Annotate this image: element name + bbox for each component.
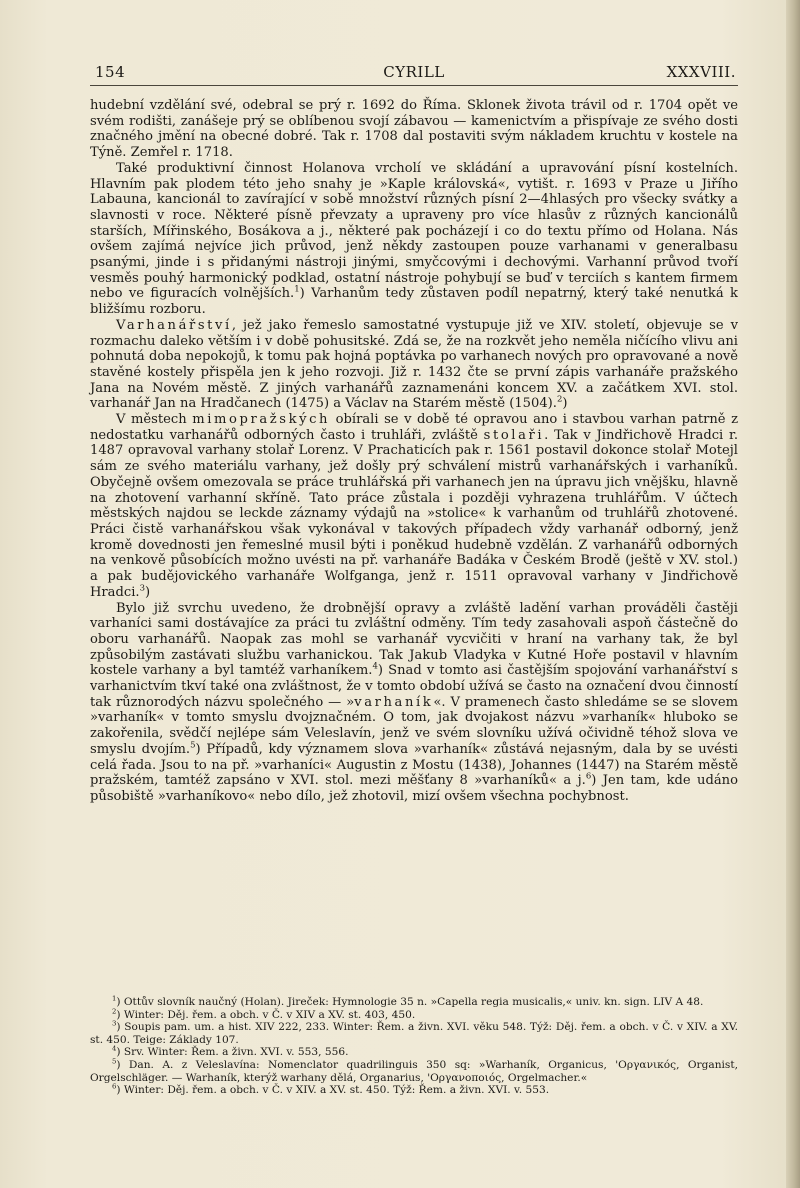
paragraph	[90, 601, 738, 805]
text-run: ) Jen tam, kde udáno působiště »varhaníkovo« nebo dílo, jež zhotovil, mizí ovšem všechna pochybnost.	[90, 773, 738, 804]
text-run: «. V pramenech často shledáme se se slovem »varhaník« v tomto smyslu dvojznačném. O tom, jak dvojakost názvu »varhaník« hluboko se zakořenila, svědčí nejlépe sám Veleslavín, jenž ve svém slovníku užívá očividně téhož slova ve smyslu dvojím.	[90, 694, 738, 757]
spaced-emphasis: mimopražských	[192, 412, 331, 428]
footnote-ref: 3	[139, 583, 145, 594]
text-run: ) Případů, kdy významem slova »varhaník« zůstává nejasným, dala by se uvésti celá řada. Jsou to na př. »varhaníci« Augustin z Mostu (1438), Johannes (1447) na Starém městě pražském, tamtéž zapsáno v XVI. stol. mezi měšťany 8 »varhaníků« a j.	[90, 741, 738, 789]
footnotes	[90, 996, 738, 1097]
paragraph	[90, 161, 738, 318]
text-run: )	[562, 396, 568, 412]
footnote-number: 1	[112, 994, 117, 1003]
page-edge	[786, 0, 800, 1188]
footnote	[90, 1084, 738, 1097]
paragraph	[90, 98, 738, 161]
spaced-emphasis: varhaník	[354, 694, 434, 710]
footnote-ref: 1	[294, 285, 300, 296]
text-run: Také produktivní činnost Holanova vrcholí ve skládání a upravování písní kostelních. Hlavním pak plodem této jeho snahy je »Kaple královská«, vytišt. r. 1693 v Praze u Jiřího Labauna, kancionál to zavírající v sobě množství různých písní 2—4hlasých pro všecky svátky a slavnosti v roce. Některé písně převzaty a upraveny pro více hlasův z různých kancionálů starších, Mířinského, Bosákova a j., některé pak pocházejí i co do textu přímo od Holana. Nás ovšem zajímá nejvíce jich průvod, jenž někdy zastoupen pouze varhanami v generalbasu psanými, jinde i s přidanými nástroji jinými, smyčcovými i dechovými. Varhanní průvod tvoří vesměs pouhý harmonický podklad, ostatní nástroje pohybují se buď v terciích s kantem firmem nebo ve figuracích volnějších.	[90, 160, 738, 302]
text-run: ) Varhanům tedy zůstaven podíl nepatrný, který také nenutká k bližšímu rozboru.	[90, 286, 738, 318]
text-run: . Tak v Jindřichově Hradci r. 1487 opravoval varhany stolař Lorenz. V Prachaticích pak r. 1561 postavil dokonce stolař Motejl sám ze svého materiálu varhany, jež došly prý schválení mistrů varhanářských i varhaníků. Obyčejně ovšem omezovala se práce truhlářská při varhanech jen na úpravu jich vnějšku, hlavně na zhotovení varhanní skříně. Tato práce zůstala i později vyhrazena truhlářům. V účtech městských najdou se leckde záznamy výdajů na »stolice« k varhanům od truhlářů zhotovené. Práci čistě varhanářskou však vykonával v takových případech vždy varhanář odborný, jenž kromě dovednosti jen řemeslné musil býti i poněkud hudebně vzdělán. Z varhanářů odborných na venkově působících možno uvésti na př. varhanáře Badáka v Českém Brodě (ještě v XV. stol.) a pak budějovického varhanáře Wolfganga, jenž r. 1511 opravoval varhany v Jindřichově Hradci.	[90, 427, 738, 600]
footnote-ref: 4	[372, 661, 378, 672]
footnote	[90, 1046, 738, 1059]
footnote-text: ) Winter: Děj. řem. a obch. v Č. v XIV a XV. st. 403, 450.	[116, 1008, 416, 1021]
main-text	[90, 98, 738, 805]
footnote-text: ) Dan. A. z Veleslavína: Nomenclator quadrilinguis 350 sq: »Warhaník, Organicus, 'Οργανικός, Organist, Orgelschläger. — Warhaník, kterýž warhany dělá, Organarius, 'Οργανοποιός, Orgelmacher.«	[90, 1058, 738, 1084]
spaced-emphasis: Varhanářství	[116, 317, 232, 333]
text-run: )	[144, 584, 151, 600]
text-run: V městech	[116, 412, 193, 428]
spaced-emphasis: stolaři	[483, 427, 545, 443]
paragraph	[90, 412, 738, 600]
text-run: ) Snad v tomto asi častějším spojování varhanářství s varhanictvím tkví také ona zvláštnost, že v tomto období užívá se často na označení dvou činností tak různorodých názvu společného — »	[90, 663, 739, 710]
text-run: Bylo již svrchu uvedeno, že drobnější opravy a zvláště ladění varhan prováděli častěji varhaníci sami dostávajíce za práci tu zvláštní odměny. Tím tedy zasahovali aspoň částečně do oboru varhanářů. Naopak zas mohl se varhanář vycvičiti v hraní na varhany tak, že byl způsobilým zastávati službu varhanickou. Tak Jakub Vladyka v Kutné Hoře postavil v hlavním kostele varhany a byl tamtéž varhaníkem.	[90, 600, 738, 679]
footnote-number: 4	[112, 1044, 117, 1053]
footnote-ref: 6	[585, 771, 592, 782]
footnote-ref: 5	[190, 740, 196, 751]
text-run: hudební vzdělání své, odebral se prý r. 1692 do Říma. Sklonek života trávil od r. 1704 opět ve svém rodišti, zanášeje prý se oblíbenou svojí zábavou — kamenictvím a přispívaje ze svého dosti značného jmění na obecné dobré. Tak r. 1708 dal postaviti svým nákladem kruchtu v kostele na Týně. Zemřel r. 1718.	[90, 98, 738, 161]
text-run: , jež jako řemeslo samostatné vystupuje již ve XIV. století, objevuje se v rozmachu daleko větším i v době pohusitské. Zdá se, že na rozkvět jeho neměla ničícího vlivu ani pohnutá doba nepokojů, k tomu pak hojná poptávka po varhanech nových pro opravované a nově stavěné kostely přispěla jen k jeho rozvoji. Již r. 1432 čte se první zápis varhanáře pražského Jana na Novém městě. Z jiných varhanářů zaznamenáni koncem XV. a začátkem XVI. stol. varhanář Jan na Hradčanech (1475) a Václav na Starém městě (1504).	[90, 317, 738, 412]
running-title: CYRILL	[383, 63, 445, 81]
footnote-number: 2	[112, 1007, 117, 1016]
footnote-text: ) Srv. Winter: Řem. a živn. XVI. v. 553, 556.	[116, 1046, 349, 1059]
running-header	[90, 63, 738, 85]
header-rule	[90, 85, 738, 86]
footnote	[90, 996, 738, 1009]
footnote-text: ) Ottův slovník naučný (Holan). Jireček: Hymnologie 35 n. »Capella regia musicalis,« univ. kn. sign. LIV A 48.	[116, 996, 704, 1008]
footnote-ref: 2	[556, 395, 563, 405]
text-run: obírali se v době té opravou ano i stavbou varhan patrně z nedostatku varhanářů odborných často i truhláři, zvláště	[90, 412, 738, 443]
chapter-number: XXXVIII.	[666, 63, 736, 81]
page-number: 154	[95, 63, 126, 81]
footnote	[90, 1021, 738, 1046]
footnote-number: 3	[112, 1019, 117, 1028]
footnote	[90, 1059, 738, 1084]
paragraph	[90, 318, 738, 412]
footnote-text: ) Winter: Děj. řem. a obch. v Č. v XIV. a XV. st. 450. Týž: Řem. a živn. XVI. v. 553.	[116, 1084, 550, 1097]
footnote-number: 6	[112, 1082, 117, 1091]
footnote-text: ) Soupis pam. um. a hist. XIV 222, 233. Winter: Řem. a živn. XVI. věku 548. Týž: Děj. řem. a obch. v Č. v XIV. a XV. st. 450. Teige: Základy 107.	[90, 1021, 738, 1046]
footnote	[90, 1009, 738, 1022]
footnote-number: 5	[112, 1057, 117, 1066]
